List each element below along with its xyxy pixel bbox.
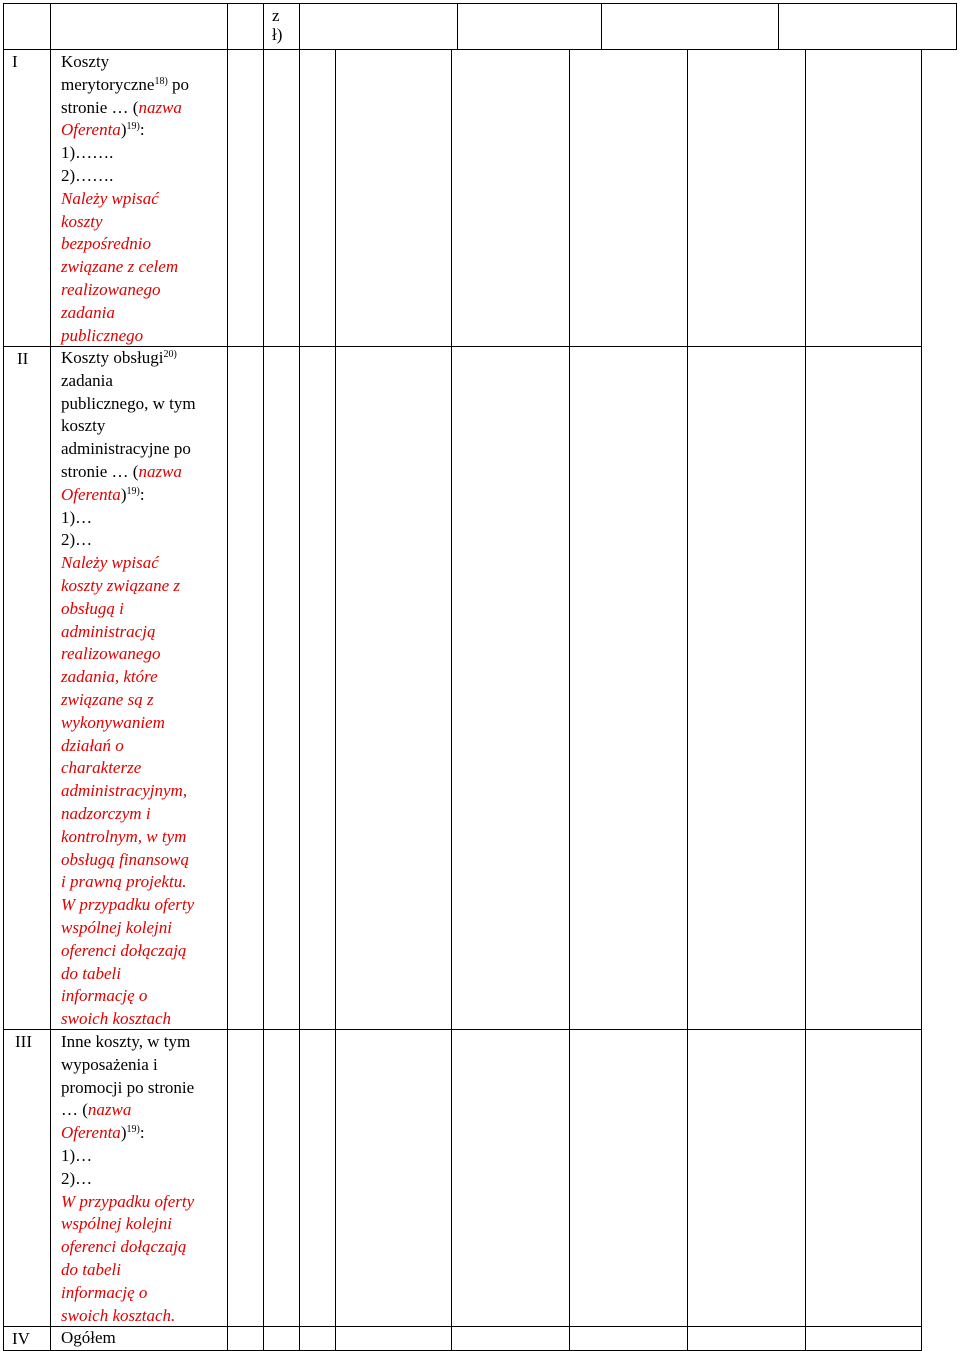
description-line: [61, 484, 196, 507]
description-line: [61, 325, 189, 348]
description-line: [61, 666, 196, 689]
text-segment: :: [139, 1123, 145, 1143]
text-segment: 2)…….: [61, 165, 114, 185]
text-segment: oferenci dołączają: [61, 1237, 187, 1257]
description-line: [61, 256, 189, 279]
text-segment: Należy wpisać: [61, 188, 159, 208]
text-segment: wspólnej kolejni: [61, 1214, 172, 1234]
footnote-ref: 19): [126, 121, 140, 133]
table-border: [601, 3, 602, 49]
row-number: II: [17, 349, 29, 368]
description-line: [61, 1191, 194, 1214]
text-segment: Oferenta: [61, 484, 121, 504]
text-segment: administracyjne po: [61, 439, 191, 459]
footnote-ref: 19): [126, 1124, 140, 1136]
table-border: [805, 49, 806, 1351]
text-segment: charakterze: [61, 758, 142, 778]
table-border: [299, 3, 300, 1351]
description-line: [61, 302, 189, 325]
text-segment: kontrolnym, w tym: [61, 826, 187, 846]
text-segment: :: [139, 484, 145, 504]
text-segment: administracją: [61, 621, 156, 641]
table-border: [3, 3, 957, 4]
description-line: [61, 1213, 194, 1236]
table-border: [3, 3, 4, 1351]
text-segment: po: [167, 74, 190, 94]
description-line: [61, 1122, 194, 1145]
description-line: [61, 1031, 194, 1054]
description-line: [61, 985, 196, 1008]
description-line: [61, 165, 189, 188]
description-line: [61, 735, 196, 758]
description-line: [61, 347, 196, 370]
text-segment: stronie … (: [61, 97, 139, 117]
text-segment: informację o: [61, 986, 148, 1006]
description-line: [61, 712, 196, 735]
description-line: [61, 917, 196, 940]
unit-header-cell: z ł): [272, 6, 283, 44]
text-segment: i prawną projektu.: [61, 872, 187, 892]
description-line: [61, 1259, 194, 1282]
text-segment: do tabeli: [61, 1259, 121, 1279]
table-border: [50, 3, 51, 1351]
description-line: [61, 826, 196, 849]
description-line: [61, 438, 196, 461]
cost-description-ogolem: [61, 1327, 116, 1350]
text-segment: ): [120, 484, 127, 504]
description-line: [61, 142, 189, 165]
text-segment: zadania: [61, 370, 113, 390]
text-segment: obsługą finansową: [61, 849, 189, 869]
cost-description-obslugi: [61, 347, 196, 1031]
description-line: [61, 780, 196, 803]
description-line: [61, 849, 196, 872]
description-line: [61, 529, 196, 552]
description-line: [61, 1008, 196, 1031]
text-segment: swoich kosztach: [61, 1009, 172, 1029]
description-line: [61, 894, 196, 917]
description-line: [61, 1236, 194, 1259]
text-segment: 2)…: [61, 1168, 93, 1188]
description-line: [61, 940, 196, 963]
text-segment: Należy wpisać: [61, 553, 159, 573]
description-line: [61, 803, 196, 826]
table-border: [3, 49, 957, 50]
description-line: [61, 689, 196, 712]
text-segment: koszty: [61, 416, 106, 436]
text-segment: merytoryczne: [61, 74, 155, 94]
text-segment: W przypadku oferty: [61, 895, 195, 915]
text-segment: administracyjnym,: [61, 781, 188, 801]
text-segment: 1)…….: [61, 143, 114, 163]
table-border: [263, 3, 264, 1351]
text-segment: … (: [61, 1100, 88, 1120]
cost-description-inne: [61, 1031, 194, 1327]
text-segment: W przypadku oferty: [61, 1191, 195, 1211]
description-line: [61, 1077, 194, 1100]
text-segment: Ogółem: [61, 1328, 116, 1347]
cost-description-merytoryczne: [61, 51, 189, 347]
table-border: [451, 49, 452, 1351]
description-line: [61, 1327, 116, 1350]
text-segment: 1)…: [61, 507, 93, 527]
text-segment: koszty: [61, 211, 103, 231]
table-border: [227, 3, 228, 1351]
footnote-ref: 20): [163, 349, 177, 360]
description-line: [61, 188, 189, 211]
row-number: IV: [12, 1329, 30, 1348]
description-line: [61, 963, 196, 986]
table-border: [778, 3, 779, 49]
text-segment: publicznego: [61, 325, 144, 345]
table-border: [457, 3, 458, 49]
text-segment: promocji po stronie: [61, 1077, 195, 1097]
description-line: [61, 575, 196, 598]
description-line: [61, 1099, 194, 1122]
text-segment: realizowanego: [61, 279, 161, 299]
text-segment: Koszty: [61, 52, 110, 71]
description-line: [61, 393, 196, 416]
row-number: III: [15, 1032, 32, 1051]
description-line: [61, 1145, 194, 1168]
text-segment: Oferenta: [61, 1123, 121, 1143]
text-segment: wykonywaniem: [61, 712, 165, 732]
footnote-ref: 18): [154, 75, 168, 87]
text-segment: obsługą i: [61, 598, 124, 618]
description-line: [61, 51, 189, 74]
text-segment: 2)…: [61, 530, 93, 550]
text-segment: Koszty obsługi: [61, 348, 164, 367]
description-line: [61, 461, 196, 484]
description-line: [61, 415, 196, 438]
description-line: [61, 871, 196, 894]
description-line: [61, 74, 189, 97]
text-segment: zadania: [61, 302, 115, 322]
description-line: [61, 211, 189, 234]
text-segment: nazwa: [138, 97, 182, 117]
table-border: [569, 49, 570, 1351]
table-border: [335, 49, 336, 1351]
description-line: [61, 97, 189, 120]
description-line: [61, 598, 196, 621]
text-segment: związane są z: [61, 689, 154, 709]
text-segment: nadzorczym i: [61, 803, 151, 823]
description-line: [61, 119, 189, 142]
description-line: [61, 507, 196, 530]
text-segment: nazwa: [87, 1100, 132, 1120]
text-segment: działań o: [61, 735, 124, 755]
text-segment: oferenci dołączają: [61, 940, 187, 960]
text-segment: wyposażenia i: [61, 1054, 158, 1074]
footnote-ref: 19): [126, 485, 140, 497]
description-line: [61, 643, 196, 666]
text-segment: :: [139, 120, 145, 140]
text-segment: Oferenta: [61, 120, 121, 140]
row-number: I: [12, 52, 18, 71]
table-border: [687, 49, 688, 1351]
text-segment: związane z celem: [61, 257, 179, 277]
description-line: [61, 1054, 194, 1077]
text-segment: publicznego, w tym: [61, 393, 196, 413]
text-segment: nazwa: [138, 461, 182, 481]
table-border: [956, 3, 957, 49]
text-segment: 1)…: [61, 1145, 93, 1165]
description-line: [61, 279, 189, 302]
text-segment: zadania, które: [61, 667, 158, 687]
description-line: [61, 757, 196, 780]
description-line: [61, 621, 196, 644]
text-segment: wspólnej kolejni: [61, 917, 172, 937]
description-line: [61, 1282, 194, 1305]
text-segment: do tabeli: [61, 963, 121, 983]
text-segment: realizowanego: [61, 644, 161, 664]
text-segment: ): [120, 1123, 127, 1143]
text-segment: Inne koszty, w tym: [61, 1032, 191, 1051]
text-segment: bezpośrednio: [61, 234, 152, 254]
table-border: [921, 49, 922, 1351]
description-line: [61, 1168, 194, 1191]
description-line: [61, 1305, 194, 1328]
text-segment: stronie … (: [61, 461, 139, 481]
description-line: [61, 370, 196, 393]
text-segment: koszty związane z: [61, 575, 180, 595]
description-line: [61, 552, 196, 575]
text-segment: ): [120, 120, 127, 140]
text-segment: swoich kosztach.: [61, 1305, 176, 1325]
text-segment: informację o: [61, 1282, 148, 1302]
description-line: [61, 233, 189, 256]
